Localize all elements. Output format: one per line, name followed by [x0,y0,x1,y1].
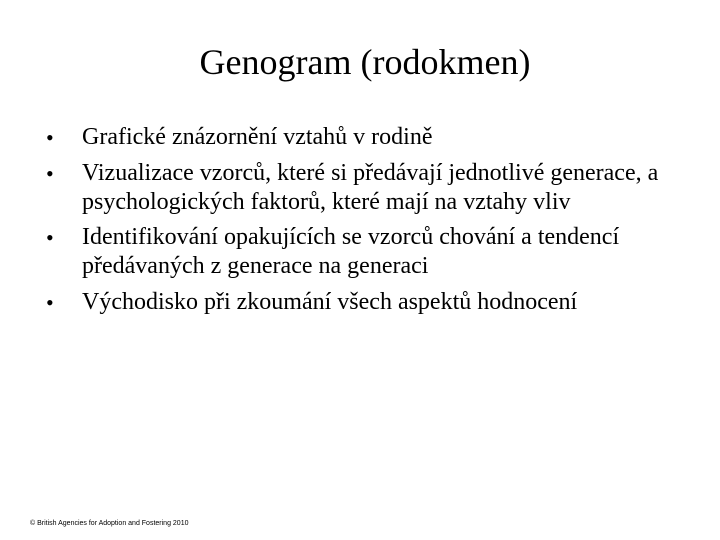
bullet-text: Vizualizace vzorců, které si předávají jednotlivé generace, a psychologických faktorů, které mají na vztahy vliv [82,159,659,215]
bullet-item [46,223,686,281]
bullet-item [46,159,686,217]
copyright-footer: © British Agencies for Adoption and Fostering 2010 [30,520,189,527]
bullet-text: Východisko při zkoumání všech aspektů hodnocení [82,288,578,315]
bullet-list [46,123,686,323]
bullet-text: Identifikování opakujících se vzorců chování a tendencí předávaných z generace na generaci [82,224,620,279]
bullet-icon: • [46,125,54,150]
bullet-item [46,123,686,152]
bullet-icon: • [46,289,54,315]
bullet-icon: • [46,225,54,250]
bullet-text: Grafické znázornění vztahů v rodině [82,124,433,150]
bullet-icon: • [46,160,54,186]
bullet-item [46,288,686,317]
slide-title: Genogram (rodokmen) [199,42,531,82]
